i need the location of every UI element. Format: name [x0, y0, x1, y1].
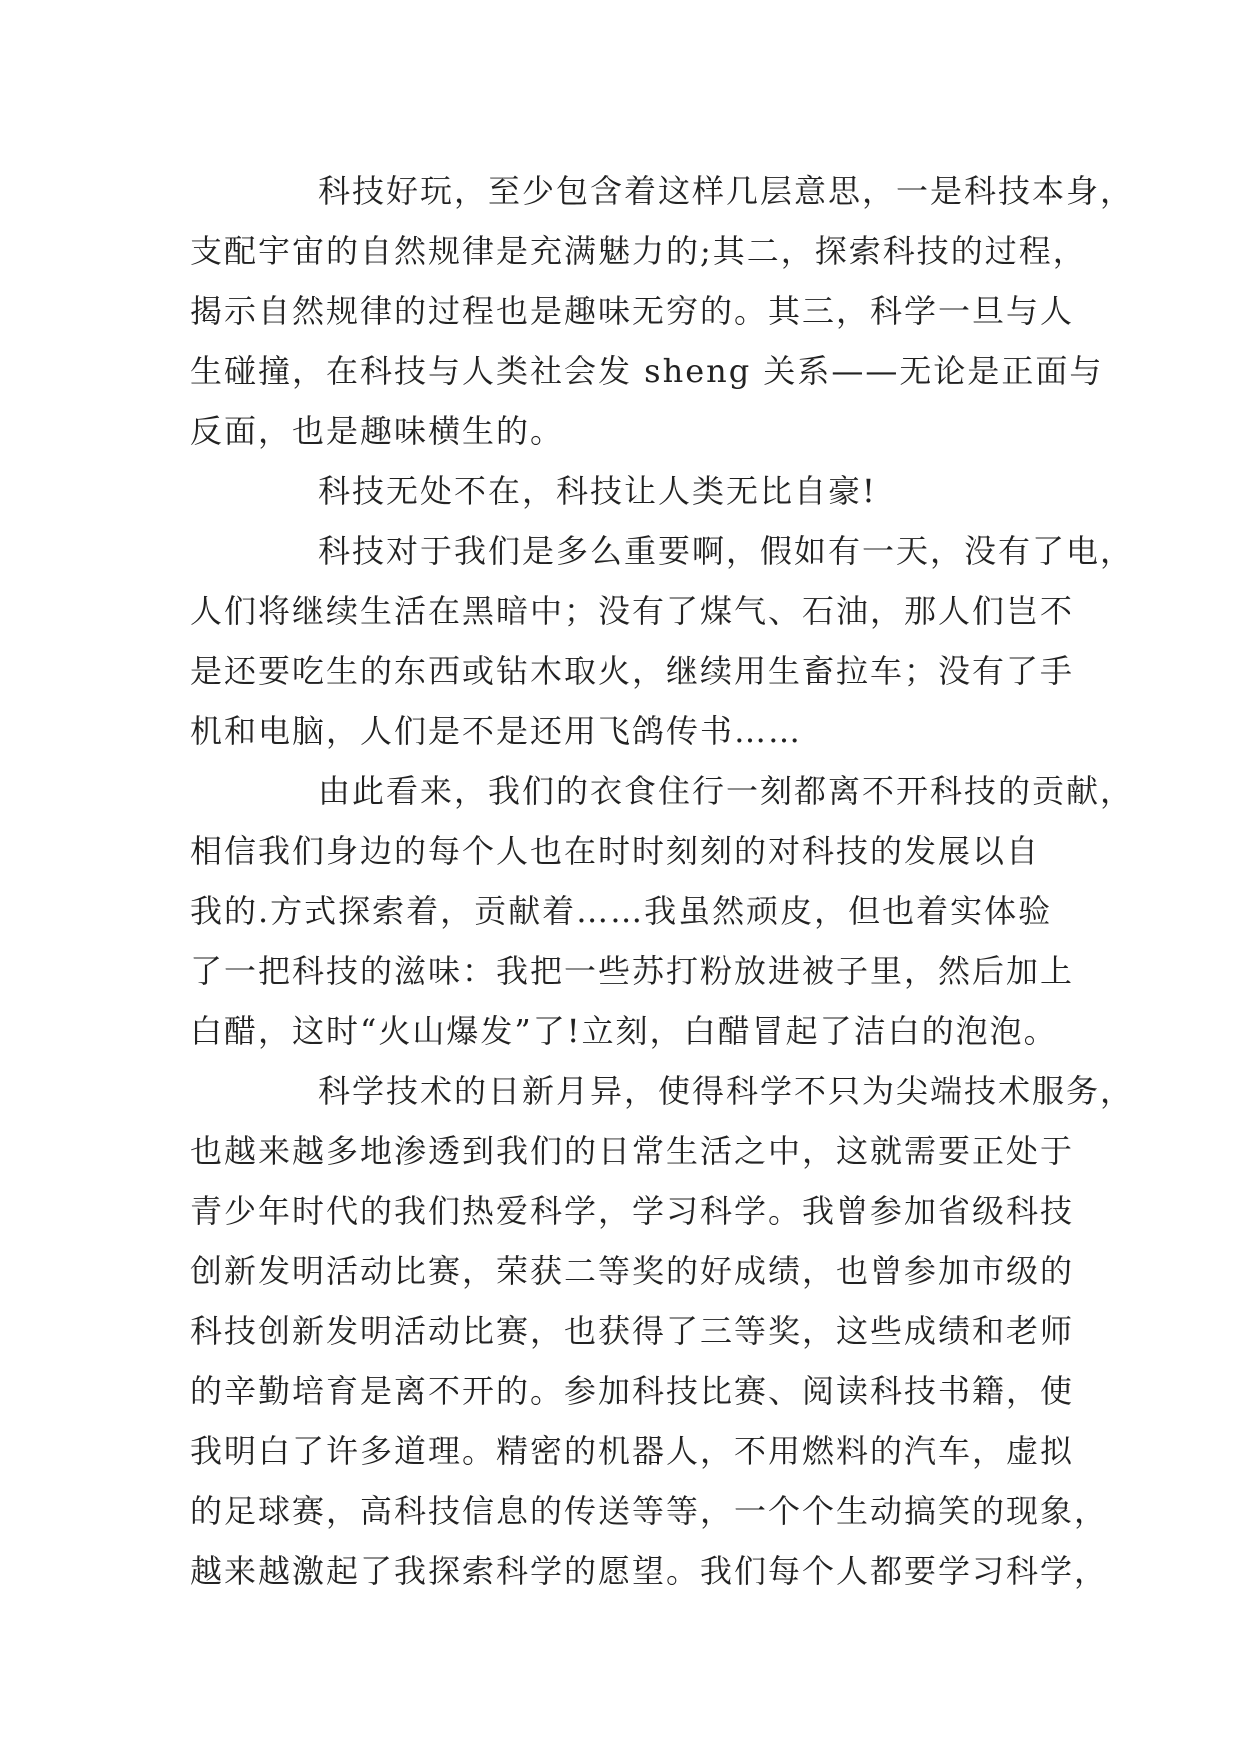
- paragraph-1: [190, 161, 1135, 461]
- text-line: 的足球赛，高科技信息的传送等等，一个个生动搞笑的现象，: [190, 1492, 1109, 1530]
- text-line: 由此看来，我们的衣食住行一刻都离不开科技的贡献，: [318, 772, 1135, 810]
- text-line: 科技对于我们是多么重要啊，假如有一天，没有了电，: [318, 532, 1135, 570]
- paragraph-4: [190, 761, 1135, 1061]
- text-line: 我明白了许多道理。精密的机器人，不用燃料的汽车，虚拟: [190, 1432, 1075, 1470]
- text-line: 机和电脑，人们是不是还用飞鸽传书……: [190, 712, 803, 750]
- text-line: 科技创新发明活动比赛，也获得了三等奖，这些成绩和老师: [190, 1312, 1075, 1350]
- paragraph-3: [190, 521, 1135, 761]
- text-line: 是还要吃生的东西或钻木取火，继续用生畜拉车；没有了手: [190, 652, 1075, 690]
- text-line: 揭示自然规律的过程也是趣味无穷的。其三，科学一旦与人: [190, 292, 1075, 330]
- text-line: 人们将继续生活在黑暗中；没有了煤气、石油，那人们岂不: [190, 592, 1075, 630]
- text-line: 也越来越多地渗透到我们的日常生活之中，这就需要正处于: [190, 1132, 1075, 1170]
- text-line: 我的.方式探索着，贡献着……我虽然顽皮，但也着实体验: [190, 892, 1053, 930]
- text-line: 科学技术的日新月异，使得科学不只为尖端技术服务，: [318, 1072, 1135, 1110]
- paragraph-2: [190, 461, 1070, 521]
- text-line: 科技无处不在，科技让人类无比自豪!: [318, 472, 877, 510]
- text-line: 青少年时代的我们热爱科学，学习科学。我曾参加省级科技: [190, 1192, 1075, 1230]
- text-line: 生碰撞，在科技与人类社会发 sheng 关系——无论是正面与: [190, 352, 1104, 390]
- text-line: 支配宇宙的自然规律是充满魅力的;其二，探索科技的过程，: [190, 232, 1087, 270]
- text-line: 的辛勤培育是离不开的。参加科技比赛、阅读科技书籍，使: [190, 1372, 1075, 1410]
- text-line: 创新发明活动比赛，荣获二等奖的好成绩，也曾参加市级的: [190, 1252, 1075, 1290]
- paragraph-5: [190, 1061, 1135, 1601]
- text-line: 科技好玩，至少包含着这样几层意思，一是科技本身，: [318, 172, 1135, 210]
- document-body: [190, 161, 1135, 1601]
- text-line: 反面，也是趣味横生的。: [190, 412, 565, 450]
- text-line: 越来越激起了我探索科学的愿望。我们每个人都要学习科学，: [190, 1552, 1109, 1590]
- text-line: 了一把科技的滋味：我把一些苏打粉放进被子里，然后加上: [190, 952, 1075, 990]
- text-line: 相信我们身边的每个人也在时时刻刻的对科技的发展以自: [190, 832, 1041, 870]
- text-line: 白醋，这时“火山爆发”了!立刻，白醋冒起了洁白的泡泡。: [190, 1012, 1058, 1050]
